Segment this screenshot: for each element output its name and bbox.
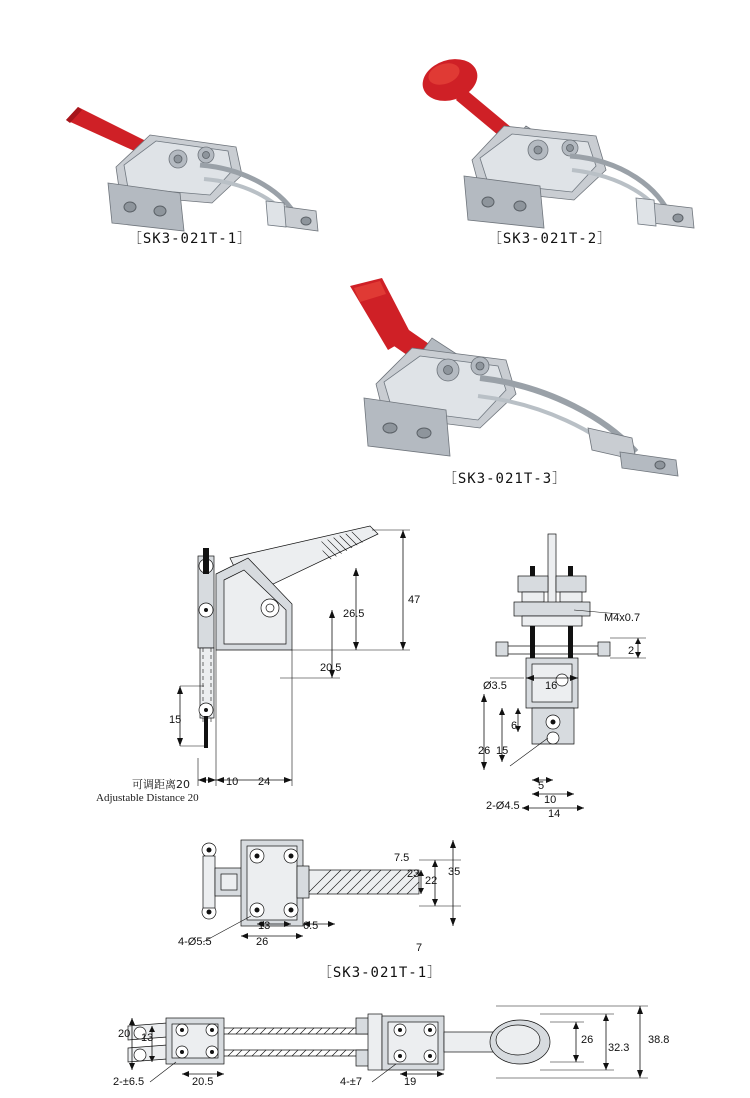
adjustable-distance-note-en: Adjustable Distance 20 bbox=[96, 792, 199, 804]
photo-3-caption: ［SK3-021T-3］ bbox=[442, 471, 568, 487]
plan-view-drawing bbox=[185, 832, 475, 962]
assembly-dim-38-8: 38.8 bbox=[648, 1034, 670, 1046]
assembly-dim-20-5: 20.5 bbox=[192, 1076, 214, 1088]
photo-2 bbox=[420, 50, 700, 220]
plan-dim-7-5: 7.5 bbox=[394, 852, 410, 864]
plan-dim-26: 26 bbox=[256, 936, 269, 948]
front-dim-2: 2 bbox=[628, 645, 635, 657]
side-dim-15: 15 bbox=[169, 714, 182, 726]
front-dim-2xd4-5: 2-Ø4.5 bbox=[486, 800, 520, 812]
assembly-dim-13: 13 bbox=[141, 1032, 154, 1044]
plan-dim-23: 23 bbox=[407, 868, 420, 880]
front-dim-10: 10 bbox=[544, 794, 557, 806]
photo-1-caption: ［SK3-021T-1］ bbox=[127, 231, 253, 247]
front-dim-6: 6 bbox=[511, 720, 518, 732]
side-dim-26-5: 26.5 bbox=[343, 608, 365, 620]
plan-dim-35: 35 bbox=[448, 866, 461, 878]
front-dim-m4: M4x0.7 bbox=[604, 612, 641, 624]
side-dim-24: 24 bbox=[258, 776, 271, 788]
side-dim-20-5: 20.5 bbox=[320, 662, 342, 674]
photo-3 bbox=[320, 270, 690, 485]
front-dim-14: 14 bbox=[548, 808, 561, 820]
front-dim-15: 15 bbox=[496, 745, 509, 757]
front-dim-16: 16 bbox=[545, 680, 558, 692]
side-dim-10: 10 bbox=[226, 776, 239, 788]
plan-dim-7: 7 bbox=[416, 942, 423, 954]
plan-dim-22: 22 bbox=[425, 875, 438, 887]
assembly-dim-2x6-5: 2-±6.5 bbox=[113, 1076, 145, 1088]
plan-dim-4xd5-5: 4-Ø5.5 bbox=[178, 936, 212, 948]
side-elevation-drawing bbox=[120, 518, 420, 818]
assembly-dim-19: 19 bbox=[404, 1076, 417, 1088]
assembly-dim-4x7: 4-±7 bbox=[340, 1076, 362, 1088]
photo-1 bbox=[60, 55, 320, 215]
side-dim-47: 47 bbox=[408, 594, 421, 606]
plan-dim-13: 13 bbox=[258, 920, 271, 932]
plan-view-caption: ［SK3-021T-1］ bbox=[317, 965, 443, 981]
assembly-dim-26: 26 bbox=[581, 1034, 594, 1046]
front-dim-d3-5: Ø3.5 bbox=[483, 680, 507, 692]
photo-2-caption: ［SK3-021T-2］ bbox=[487, 231, 613, 247]
assembly-dim-20: 20 bbox=[118, 1028, 131, 1040]
assembly-dim-32-3: 32.3 bbox=[608, 1042, 630, 1054]
plan-dim-6-5: 6.5 bbox=[303, 920, 319, 932]
front-dim-26: 26 bbox=[478, 745, 491, 757]
adjustable-distance-note-cn: 可调距离20 bbox=[132, 778, 190, 791]
front-dim-5: 5 bbox=[538, 780, 545, 792]
front-elevation-drawing bbox=[470, 518, 700, 828]
